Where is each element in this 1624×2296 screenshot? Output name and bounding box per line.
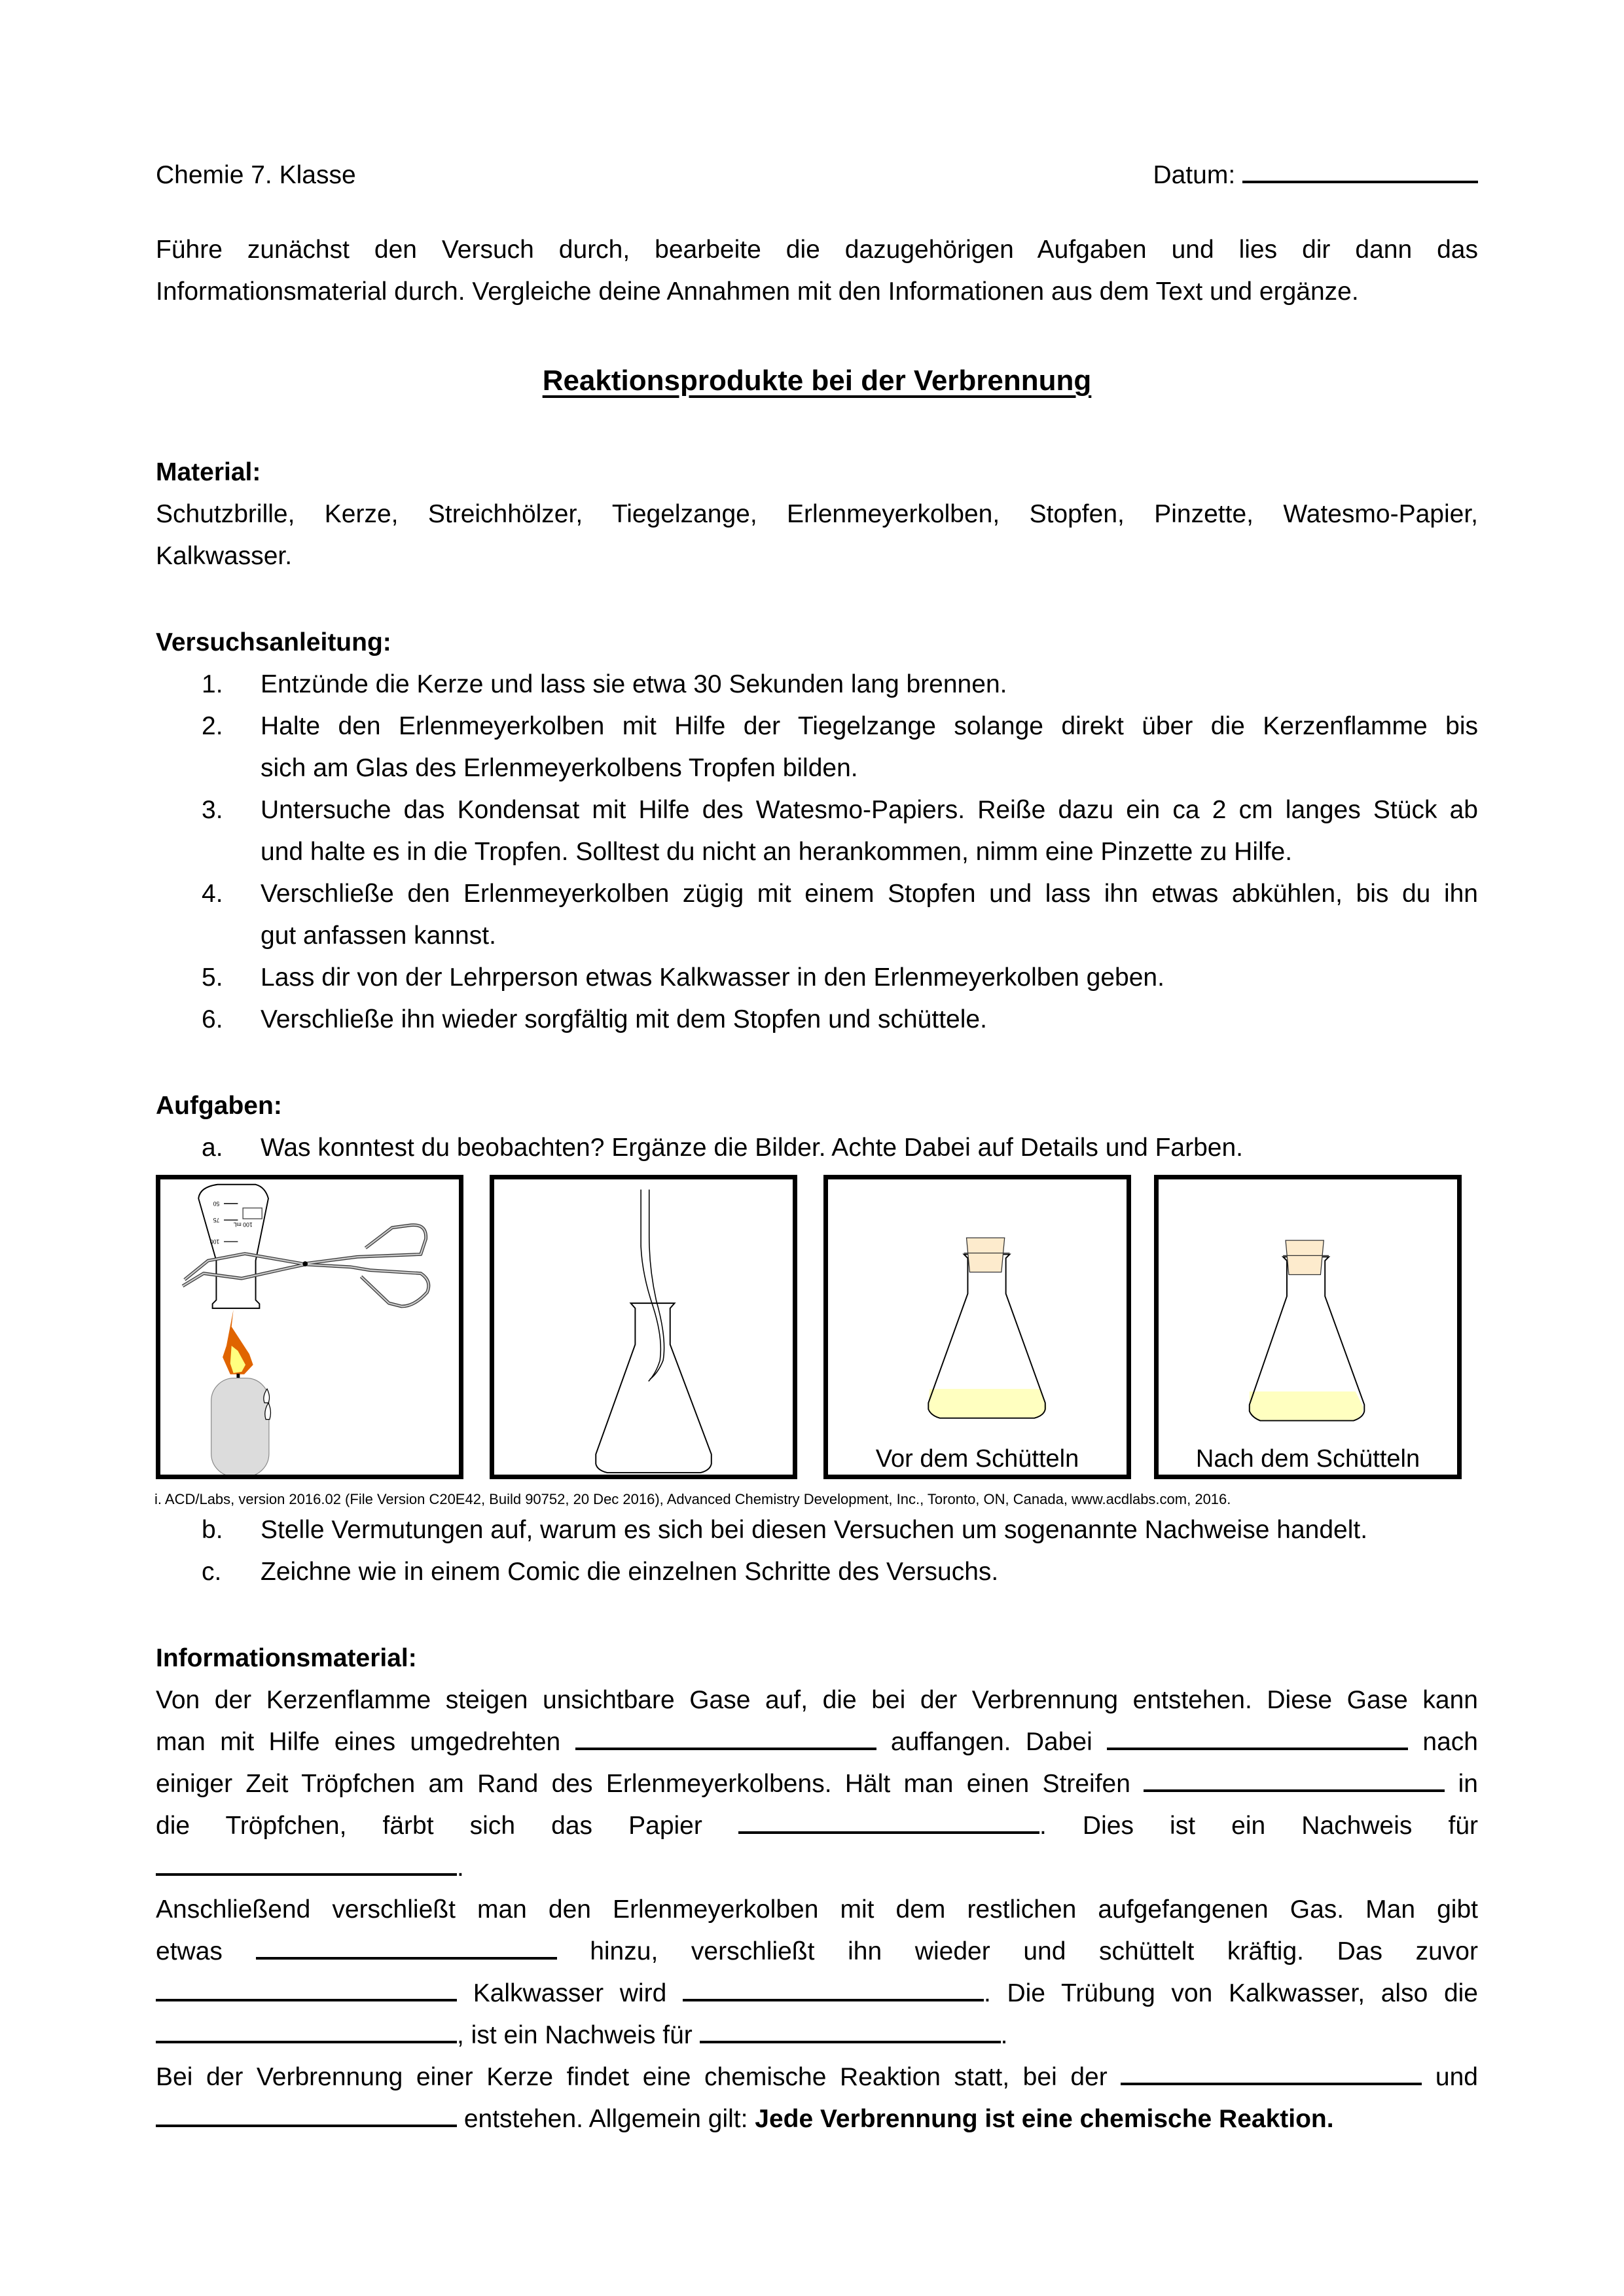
text: und [1435,2063,1478,2091]
fill-blank[interactable] [738,1809,1039,1834]
image-credit: i. ACD/Labs, version 2016.02 (File Version C20E42, Build 90752, 20 Dec 2016), Advanced Chemistry Development, Inc., Toronto, ON, Canada, www.acdlabs.com, 2016. [154,1491,1231,1507]
text: die Tröpfchen, färbt sich das Papier [156,1812,702,1840]
info-p3-line-1 [156,2056,1478,2098]
text: auffangen. Dabei [890,1728,1092,1756]
text: , ist ein Nachweis für [457,2021,693,2049]
stopper-icon [1286,1240,1324,1274]
image-panels [156,1175,1485,1486]
step-number: 3. [202,796,223,824]
task-letter: b. [202,1516,223,1544]
fill-blank[interactable] [156,1977,457,2001]
instructions-heading: Versuchsanleitung: [156,628,391,656]
step-text: und halte es in die Tropfen. Solltest du nicht an herankommen, nimm eine Pinzette zu Hilfe. [261,838,1293,866]
beaker-mark-100: 100 [209,1238,220,1246]
conclusion-statement: Jede Verbrennung ist eine chemische Reaktion. [755,2105,1334,2133]
page-title: Reaktionsprodukte bei der Verbrennung [542,365,1092,397]
step-number: 5. [202,963,223,992]
text: man mit Hilfe eines umgedrehten [156,1728,561,1756]
step-text: sich am Glas des Erlenmeyerkolbens Tropfen bilden. [261,754,858,782]
material-line-2: Kalkwasser. [156,542,293,570]
candle-icon [211,1374,271,1475]
text: . Dies ist ein Nachweis für [1039,1812,1478,1840]
fill-blank[interactable] [575,1725,876,1750]
step-number: 2. [202,712,223,740]
step-number: 6. [202,1005,223,1033]
text: nach [1422,1728,1478,1756]
fill-blank[interactable] [683,1977,984,2001]
material-line-1: Schutzbrille, Kerze, Streichhölzer, Tiegelzange, Erlenmeyerkolben, Stopfen, Pinzette, Watesmo-Papier, [156,500,1478,528]
header [156,154,1478,196]
text: . [1000,2021,1008,2049]
fill-blank[interactable] [156,1851,457,1876]
info-p1-line-1: Von der Kerzenflamme steigen unsichtbare Gase auf, die bei der Verbrennung entstehen. Diese Gase kann [156,1686,1478,1714]
task-text: Was konntest du beobachten? Ergänze die Bilder. Achte Dabei auf Details und Farben. [261,1134,1244,1162]
info-p1-line-4 [156,1805,1478,1847]
erlenmeyer-flask-icon [596,1303,712,1473]
date-field [1153,154,1478,196]
text: in [1458,1770,1478,1798]
fill-blank[interactable] [700,2018,1001,2043]
stopper-icon [967,1238,1005,1272]
step-text: gut anfassen kannst. [261,922,496,950]
test-paper-strip-icon [641,1190,664,1382]
panel-flask-paper[interactable] [490,1175,797,1479]
flask-before-illustration [828,1179,1127,1475]
text: . Die Trübung von Kalkwasser, also die [983,1979,1479,2007]
date-label: Datum: [1153,161,1236,189]
task-letter: c. [202,1558,222,1586]
candle-beaker-illustration [160,1179,459,1475]
tasks-heading: Aufgaben: [156,1092,282,1120]
flask-after-illustration [1159,1179,1457,1475]
beaker-icon [198,1185,268,1308]
beaker-mark-50: 50 [213,1200,220,1207]
panel-candle-beaker[interactable] [156,1175,463,1479]
subject-label: Chemie 7. Klasse [156,161,356,189]
info-p1-line-3 [156,1763,1478,1805]
beaker-volume-label: 100 mL [233,1221,253,1228]
text: Bei der Verbrennung einer Kerze findet eine chemische Reaktion statt, bei der [156,2063,1108,2091]
panel-before-shaking[interactable] [823,1175,1131,1479]
step-text: Untersuche das Kondensat mit Hilfe des Watesmo-Papiers. Reiße dazu ein ca 2 cm langes Stück ab [261,796,1478,824]
fill-blank[interactable] [1121,2060,1422,2085]
fill-blank[interactable] [256,1935,557,1960]
info-p2-line-4 [156,2015,1478,2056]
material-heading: Material: [156,458,261,486]
step-text: Lass dir von der Lehrperson etwas Kalkwasser in den Erlenmeyerkolben geben. [261,963,1164,992]
limewater-liquid-clear [928,1389,1046,1418]
text: etwas [156,1937,223,1965]
task-text: Zeichne wie in einem Comic die einzelnen Schritte des Versuchs. [261,1558,999,1586]
step-number: 4. [202,880,223,908]
text: hinzu, verschließt ihn wieder und schüttelt kräftig. Das zuvor [590,1937,1478,1965]
step-text: Verschließe den Erlenmeyerkolben zügig mit einem Stopfen und lass ihn etwas abkühlen, bis du ihn [261,880,1478,908]
intro-line-1: Führe zunächst den Versuch durch, bearbeite die dazugehörigen Aufgaben und lies dir dann das [156,236,1478,264]
task-text: Stelle Vermutungen auf, warum es sich bei diesen Versuchen um sogenannte Nachweise handelt. [261,1516,1368,1544]
caption-after-shaking: Nach dem Schütteln [1195,1445,1420,1473]
step-text: Verschließe ihn wieder sorgfältig mit dem Stopfen und schüttele. [261,1005,987,1033]
fill-blank[interactable] [1144,1767,1445,1792]
info-p3-line-2 [156,2098,1478,2140]
flame-icon [223,1310,253,1374]
info-p2-line-3 [156,1973,1478,2015]
step-text: Halte den Erlenmeyerkolben mit Hilfe der Tiegelzange solange direkt über die Kerzenflamme bis [261,712,1478,740]
date-input-blank[interactable] [1242,158,1478,183]
caption-before-shaking: Vor dem Schütteln [875,1445,1079,1473]
info-p2-line-1: Anschließend verschließt man den Erlenmeyerkolben mit dem restlichen aufgefangenen Gas. Man gibt [156,1895,1478,1924]
beaker-mark-75: 75 [213,1217,220,1224]
task-letter: a. [202,1134,223,1162]
text: Kalkwasser wird [473,1979,667,2007]
info-p2-line-2 [156,1931,1478,1973]
text: . [457,1854,464,1882]
fill-blank[interactable] [156,2102,457,2127]
fill-blank[interactable] [156,2018,457,2043]
intro-line-2: Informationsmaterial durch. Vergleiche deine Annahmen mit den Informationen aus dem Text und ergänze. [156,278,1359,306]
step-number: 1. [202,670,223,698]
flask-paper-illustration [494,1179,793,1475]
limewater-liquid [1250,1391,1363,1420]
step-text: Entzünde die Kerze und lass sie etwa 30 Sekunden lang brennen. [261,670,1007,698]
fill-blank[interactable] [1107,1725,1408,1750]
info-p1-line-2 [156,1721,1478,1763]
text: einiger Zeit Tröpfchen am Rand des Erlenmeyerkolbens. Hält man einen Streifen [156,1770,1130,1798]
panel-after-shaking[interactable] [1154,1175,1462,1479]
info-heading: Informationsmaterial: [156,1644,417,1672]
text: entstehen. Allgemein gilt: [463,2105,755,2133]
info-p1-line-5 [156,1847,1478,1889]
